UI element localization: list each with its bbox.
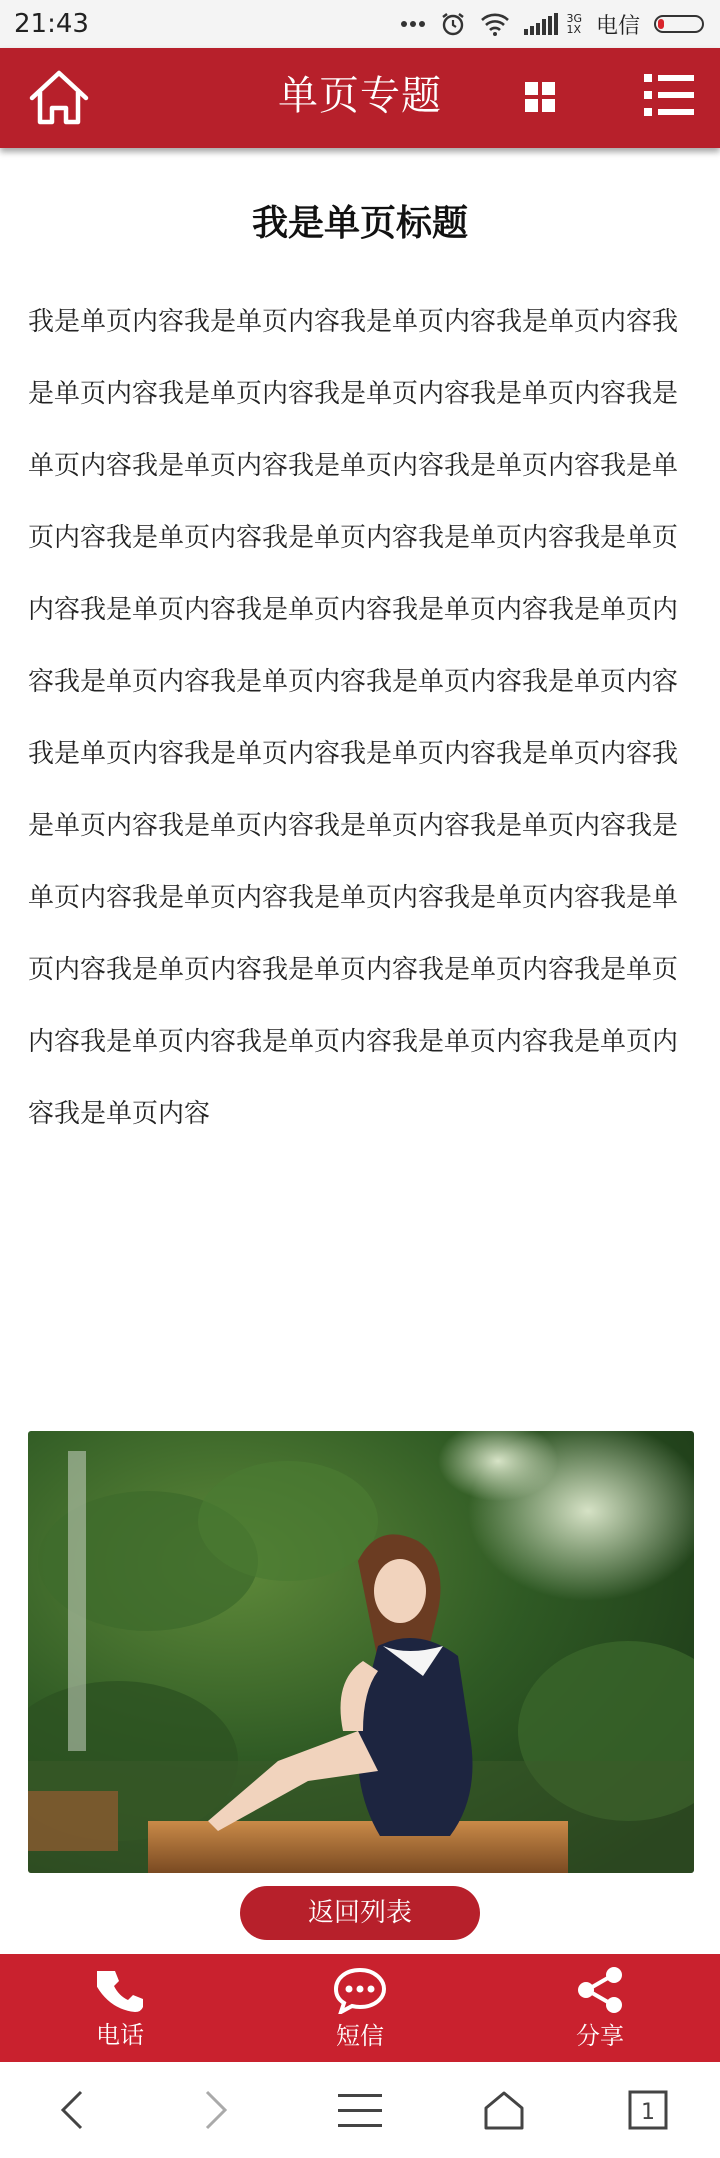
back-to-list-button[interactable]: 返回列表 xyxy=(240,1886,480,1940)
forward-arrow-icon[interactable] xyxy=(180,2080,252,2140)
more-dots-icon xyxy=(400,20,426,28)
footer-phone-label: 电话 xyxy=(96,2020,144,2049)
system-nav-bar xyxy=(0,2062,720,2158)
status-icons xyxy=(400,9,704,40)
alarm-icon xyxy=(440,11,466,37)
status-time: 21:43 xyxy=(14,9,89,39)
back-arrow-icon[interactable] xyxy=(36,2080,108,2140)
wifi-icon xyxy=(480,12,510,36)
battery-icon xyxy=(654,15,704,33)
menu-lines-icon[interactable] xyxy=(324,2080,396,2140)
footer-action-bar xyxy=(0,1954,720,2062)
footer-share-button[interactable] xyxy=(480,1954,720,2062)
signal-icon xyxy=(524,13,558,35)
article-photo xyxy=(28,1431,694,1873)
page-header-title: 单页专题 xyxy=(278,73,442,119)
grid-icon[interactable] xyxy=(525,82,555,112)
tabs-button[interactable] xyxy=(612,2080,684,2140)
footer-message-label: 短信 xyxy=(336,2021,384,2050)
footer-share-label: 分享 xyxy=(576,2021,624,2050)
menu-icon[interactable] xyxy=(644,72,694,118)
top-header xyxy=(0,48,720,148)
article-body: 我是单页内容我是单页内容我是单页内容我是单页内容我是单页内容我是单页内容我是单页内容我是单页内容我是单页内容我是单页内容我是单页内容我是单页内容我是单页内容我是单页内容我是单页内容我是单页内容我是单页内容我是单页内容我是单页内容我是单页内容我是单页内容我是单页内容我是单页内容我是单页内容我是单页内容我是单页内容我是单页内容我是单页内容我是单页内容我是单页内容我是单页内容我是单页内容我是单页内容我是单页内容我是单页内容我是单页内容我是单页内容我是单页内容我是单页内容我是单页内容我是单页内容我是单页内容我是单页内容我是单页内容我是单页内容我是单页内容我是单页内容 xyxy=(28,307,679,1129)
status-bar xyxy=(0,0,720,48)
carrier-label: 电信 xyxy=(595,13,640,39)
share-icon xyxy=(575,1966,625,2014)
home-outline-icon[interactable] xyxy=(468,2080,540,2140)
footer-phone-button[interactable] xyxy=(0,1954,240,2062)
message-icon xyxy=(333,1966,387,2014)
article-title: 我是单页标题 xyxy=(251,203,468,244)
tab-count: 1 xyxy=(641,2100,655,2125)
footer-message-button[interactable] xyxy=(240,1954,480,2062)
phone-icon xyxy=(97,1967,143,2013)
network-type: 3G 1X xyxy=(566,12,582,36)
